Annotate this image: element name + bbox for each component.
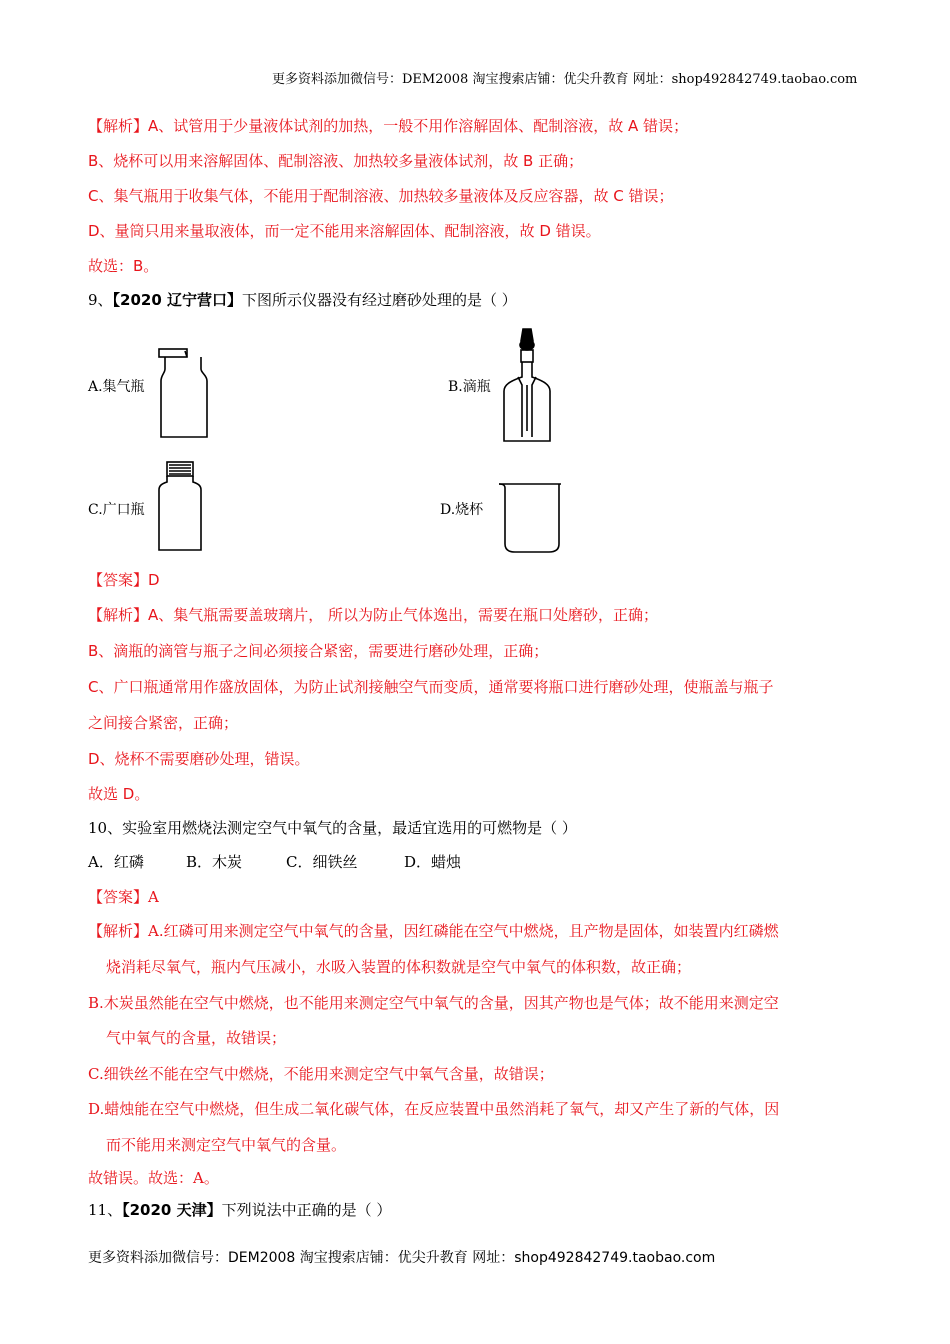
q10-option-c: C．细铁丝 (286, 853, 358, 871)
q10-option-d: D．蜡烛 (404, 853, 462, 871)
q9-analysis-line-b: B、滴瓶的滴管与瓶子之间必须接合紧密，需要进行磨砂处理，正确； (88, 642, 549, 660)
beaker-icon (497, 478, 567, 556)
dropper-bottle-icon (500, 325, 555, 445)
q10-conclusion: 故错误。故选：A。 (88, 1169, 219, 1187)
q9-option-c-label: C.广口瓶 (88, 502, 145, 518)
q9-stem: 下图所示仪器没有经过磨砂处理的是（ ） (242, 291, 517, 309)
q11-question (88, 1200, 391, 1220)
q8-analysis-line-d: D、量筒只用来量取液体，而一定不能用来溶解固体、配制溶液，故 D 错误。 (88, 222, 601, 240)
q9-question (88, 290, 517, 310)
page-header: 更多资料添加微信号：DEM2008 淘宝搜索店铺：优尖升教育 网址：shop492842749.taobao.com (272, 72, 858, 87)
q9-analysis-line-a: 【解析】A、集气瓶需要盖玻璃片， 所以为防止气体逸出，需要在瓶口处磨砂，正确； (88, 606, 659, 624)
q10-analysis-line-d: D.蜡烛能在空气中燃烧，但生成二氧化碳气体，在反应装置中虽然消耗了氧气，却又产生了新的气体，因 (88, 1100, 780, 1118)
q8-analysis-line-b: B、烧杯可以用来溶解固体、配制溶液、加热较多量液体试剂，故 B 正确； (88, 152, 584, 170)
q9-source: 【2020 辽宁营口】 (112, 291, 243, 309)
q10-option-b: B．木炭 (186, 853, 243, 871)
q9-conclusion: 故选 D。 (88, 785, 150, 803)
q10-question: 10、实验室用燃烧法测定空气中氧气的含量，最适宜选用的可燃物是（ ） (88, 819, 577, 837)
q9-option-d-label: D.烧杯 (440, 502, 484, 518)
q10-analysis-line-a-cont: 烧消耗尽氧气，瓶内气压减小，水吸入装置的体积数就是空气中氧气的体积数，故正确； (106, 958, 692, 976)
gas-jar-icon (155, 345, 215, 440)
q8-conclusion: 故选：B。 (88, 257, 159, 275)
q9-analysis-line-c-cont: 之间接合紧密，正确； (88, 714, 239, 732)
q8-analysis-line-a: 【解析】A、试管用于少量液体试剂的加热，一般不用作溶解固体、配制溶液，故 A 错误； (88, 117, 689, 135)
q10-answer: 【答案】A (88, 888, 159, 906)
q8-analysis-line-c: C、集气瓶用于收集气体，不能用于配制溶液、加热较多量液体及反应容器，故 C 错误； (88, 187, 674, 205)
q10-analysis-line-b: B.木炭虽然能在空气中燃烧，也不能用来测定空气中氧气的含量，因其产物也是气体；故不能用来测定空 (88, 994, 779, 1012)
q10-option-a: A．红磷 (88, 853, 144, 871)
q11-number: 11、 (88, 1201, 123, 1219)
q10-analysis-line-d-cont: 而不能用来测定空气中氧气的含量。 (106, 1136, 347, 1154)
q9-number: 9、 (88, 291, 113, 309)
q9-option-b-label: B.滴瓶 (448, 379, 491, 395)
wide-mouth-bottle-icon (155, 458, 205, 554)
q10-analysis-line-c: C.细铁丝不能在空气中燃烧，不能用来测定空气中氧气含量，故错误； (88, 1065, 554, 1083)
q9-answer: 【答案】D (88, 571, 160, 589)
q9-analysis-line-c: C、广口瓶通常用作盛放固体，为防止试剂接触空气而变质，通常要将瓶口进行磨砂处理，使瓶盖与瓶子 (88, 678, 774, 696)
q10-analysis-line-a: 【解析】A.红磷可用来测定空气中氧气的含量，因红磷能在空气中燃烧，且产物是固体，如装置内红磷燃 (88, 922, 779, 940)
q11-source: 【2020 天津】 (122, 1201, 222, 1219)
q9-analysis-line-d: D、烧杯不需要磨砂处理，错误。 (88, 750, 310, 768)
q10-analysis-line-b-cont: 气中氧气的含量，故错误； (106, 1029, 287, 1047)
q9-option-a-label: A.集气瓶 (88, 379, 145, 395)
q11-stem: 下列说法中正确的是（ ） (221, 1201, 392, 1219)
page-footer: 更多资料添加微信号：DEM2008 淘宝搜索店铺：优尖升教育 网址：shop492842749.taobao.com (88, 1250, 716, 1266)
